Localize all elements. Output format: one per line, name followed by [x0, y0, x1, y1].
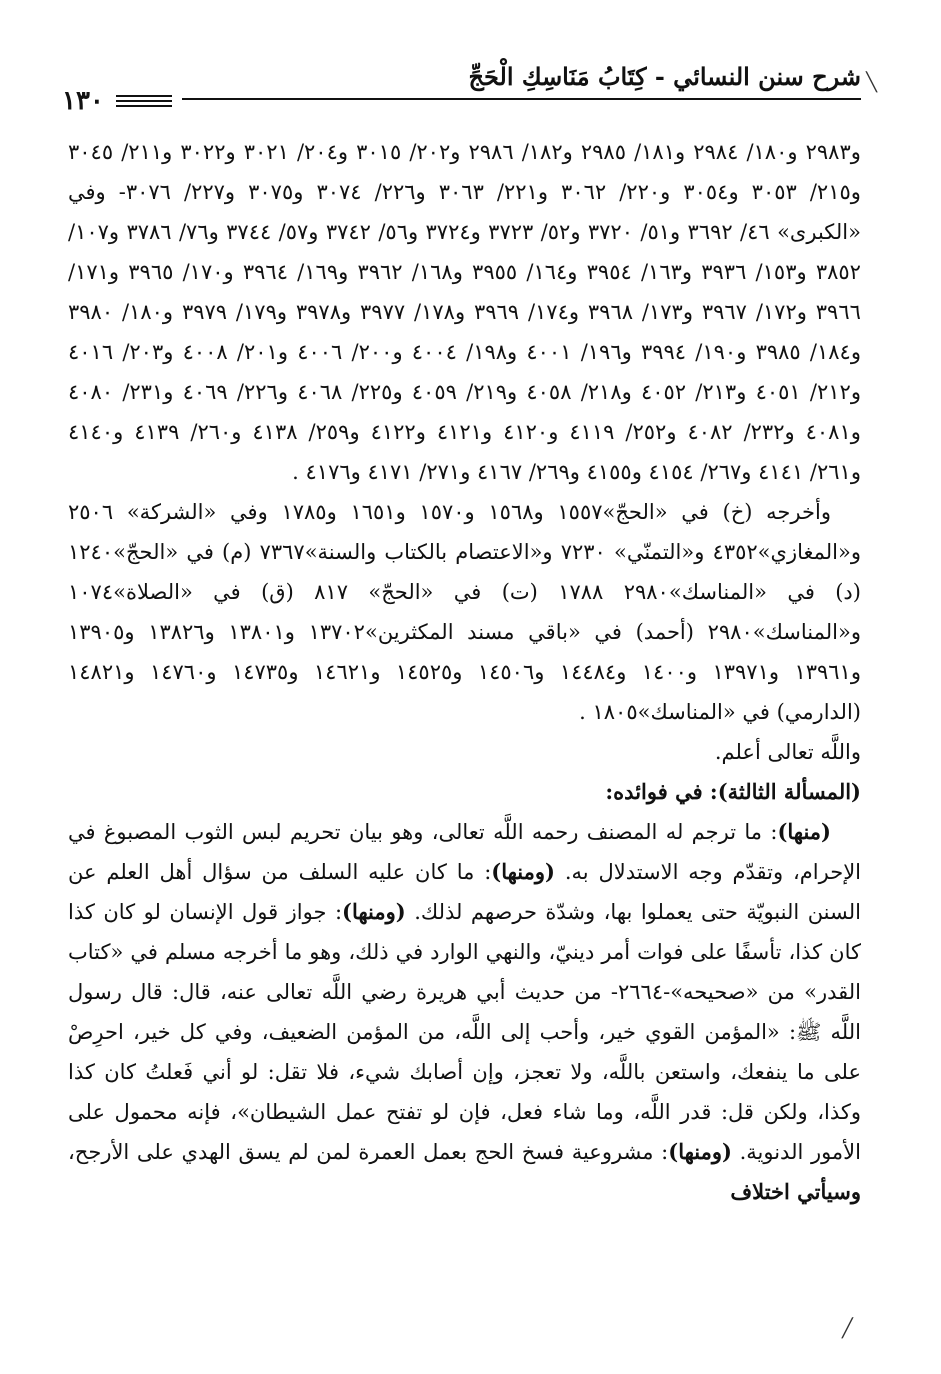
fawaid-paragraph	[68, 812, 861, 1212]
fawaid-text-4: : مشروعية فسخ الحج بعمل العمرة لمن لم يسق الهدي على الأرجح،	[68, 1140, 669, 1164]
masala-heading-line	[68, 772, 861, 812]
closing-formula: واللَّه تعالى أعلم.	[714, 740, 861, 764]
ornament-bars	[116, 95, 172, 107]
fawaid-marker-1: (منها)	[777, 819, 831, 844]
fawaid-marker-4: (ومنها)	[668, 1139, 732, 1164]
reference-numbers: و٢٩٨٣ و١٨٠/ ٢٩٨٤ و١٨١/ ٢٩٨٥ و١٨٢/ ٢٩٨٦ و٢٠٢/ ٣٠١٥ و٢٠٤/ ٣٠٢١ و٣٠٢٢ و٢١١/ ٣٠٤٥ و٢١٥/ ٣٠٥٣ و٣٠٥٤ و٢٢٠/ ٣٠٦٢ و٢٢١/ ٣٠٦٣ و٢٢٦/ ٣٠٧٤ و٣٠٧٥ و٢٢٧/ ٣٠٧٦- وفي «الكبرى» ٤٦/ ٣٦٩٢ و٥١/ ٣٧٢٠ و٥٢/ ٣٧٢٣ و٣٧٢٤ و٥٦/ ٣٧٤٢ و٥٧/ ٣٧٤٤ و٧٦/ ٣٧٨٦ و١٠٧/ ٣٨٥٢ و١٥٣/ ٣٩٣٦ و١٦٣/ ٣٩٥٤ و١٦٤/ ٣٩٥٥ و١٦٨/ ٣٩٦٢ و١٦٩/ ٣٩٦٤ و١٧٠/ ٣٩٦٥ و١٧١/ ٣٩٦٦ و١٧٢/ ٣٩٦٧ و١٧٣/ ٣٩٦٨ و١٧٤/ ٣٩٦٩ و١٧٨/ ٣٩٧٧ و٣٩٧٨ و١٧٩/ ٣٩٧٩ و١٨٠/ ٣٩٨٠ و١٨٤/ ٣٩٨٥ و١٩٠/ ٣٩٩٤ و١٩٦/ ٤٠٠١ و١٩٨/ ٤٠٠٤ و٢٠٠/ ٤٠٠٦ و٢٠١/ ٤٠٠٨ و٢٠٣/ ٤٠١٦ و٢١٢/ ٤٠٥١ و٢١٣/ ٤٠٥٢ و٢١٨/ ٤٠٥٨ و٢١٩/ ٤٠٥٩ و٢٢٥/ ٤٠٦٨ و٢٢٦/ ٤٠٦٩ و٢٣١/ ٤٠٨٠ و٤٠٨١ و٢٣٢/ ٤٠٨٢ و٢٥٢/ ٤١١٩ و٤١٢٠ و٤١٢١ و٤١٢٢ و٢٥٩/ ٤١٣٨ و٢٦٠/ ٤١٣٩ و٤١٤٠ و٢٦١/ ٤١٤١ و٢٦٧/ ٤١٥٤ و٤١٥٥ و٢٦٩/ ٤١٦٧ و٢٧١/ ٤١٧١ و٤١٧٦ .	[68, 140, 861, 484]
fawaid-marker-3: (ومنها)	[342, 899, 406, 924]
page-body	[68, 132, 861, 1212]
fawaid-marker-2: (ومنها)	[491, 859, 555, 884]
page-number-block	[62, 88, 182, 114]
masala-heading: (المسألة الثالثة)	[717, 779, 861, 804]
margin-tick-top: ╲	[866, 72, 877, 93]
running-title: شرح سنن النسائي - كِتَابُ مَنَاسِكِ الْحَجِّ	[468, 62, 861, 91]
trailing-bold-text: وسيأتي اختلاف	[730, 1179, 861, 1204]
margin-tick-bottom: ╱	[842, 1318, 853, 1339]
masala-subheading: : في فوائده:	[605, 779, 718, 804]
fawaid-text-3: : جواز قول الإنسان لو كان كذا كان كذا، تأسفًا على فوات أمر دينيّ، والنهي الوارد في ذلك، وهو ما أخرجه مسلم في «كتاب القدر» من «صحيحه»-٢٦٦٤- من حديث أبي هريرة رضي اللَّه تعالى عنه، قال: قال رسول اللَّه ﷺ: «المؤمن القوي خير، وأحب إلى اللَّه، من المؤمن الضعيف، وفي كل خير، احرِصْ على ما ينفعك، واستعن باللَّه، ولا تعجز، وإن أصابك شيء، فلا تقل: لو أني فَعلتُ كان كذا وكذا، ولكن قل: قدر اللَّه، وما شاء فعل، فإن لو تفتح عمل الشيطان»، فإنه محمول على الأمور الدنوية.	[68, 900, 861, 1164]
fawaid-text-2: : ما كان عليه السلف من سؤال أهل العلم عن السنن النبويّة حتى يعملوا بها، وشدّة حرصهم لذلك.	[68, 860, 861, 924]
page-header	[62, 52, 861, 142]
fawaid-text-1: : ما ترجم له المصنف رحمه اللَّه تعالى، وهو بيان تحريم لبس الثوب المصبوغ في الإحرام، وتقدّم وجه الاستدلال به.	[68, 820, 862, 884]
takhrij-paragraph: وأخرجه (خ) في «الحجّ»١٥٥٧ و١٥٦٨ و١٥٧٠ و١٦٥١ و١٧٨٥ وفي «الشركة» ٢٥٠٦ و«المغازي»٤٣٥٢ و«التمنّي» ٧٢٣٠ و«الاعتصام بالكتاب والسنة»٧٣٦٧ (م) في «الحجّ»١٢٤٠ (د) في «المناسك»٢٩٨٠ ١٧٨٨ (ت) في «الحجّ» ٨١٧ (ق) في «الصلاة»١٠٧٤ و«المناسك»٢٩٨٠ (أحمد) في «باقي مسند المكثرين»١٣٧٠٢ و١٣٨٠١ و١٣٨٢٦ و١٣٩٠٥ و١٣٩٦١ و١٣٩٧١ و١٤٠٠ و١٤٤٨٤ و١٤٥٠٦ و١٤٥٢٥ و١٤٦٢١ و١٤٧٣٥ و١٤٧٦٠ و١٤٨٢١ (الدارمي) في «المناسك»١٨٠٥ .	[68, 500, 861, 724]
page-number: ١٣٠	[62, 86, 104, 116]
